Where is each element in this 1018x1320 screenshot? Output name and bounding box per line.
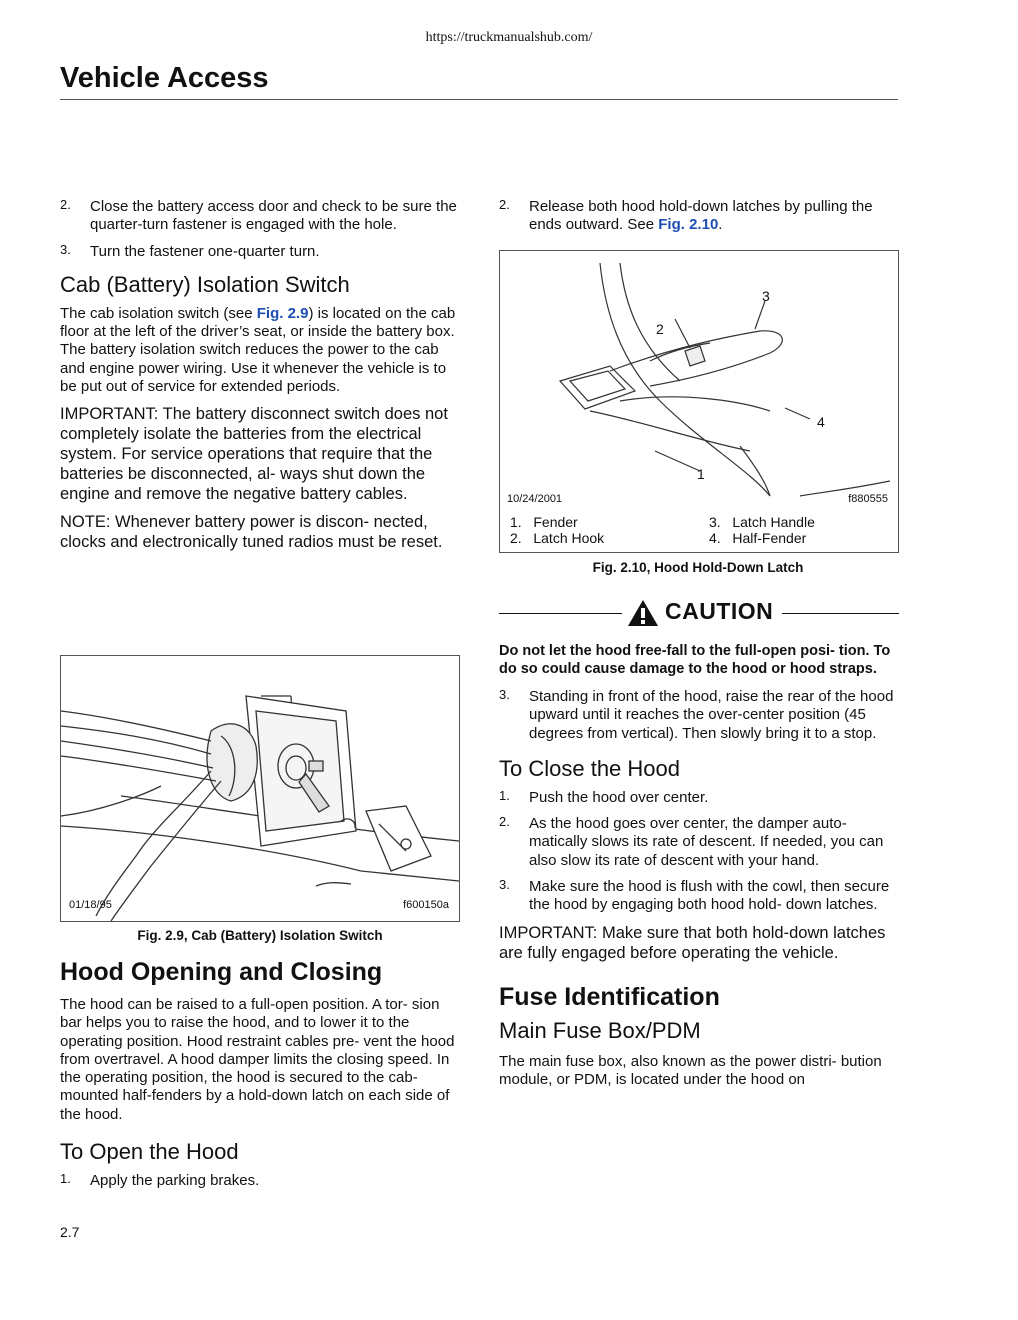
- caution-rule-right: [782, 613, 899, 614]
- figure-date: 10/24/2001: [507, 493, 563, 505]
- callout-2: 2: [656, 321, 664, 337]
- callout-3: 3: [762, 288, 770, 304]
- figure-2-9: [60, 655, 460, 922]
- callout-1: 1: [697, 466, 705, 482]
- legend-item: 3. Latch Handle: [709, 514, 815, 530]
- legend-item: 4. Half-Fender: [709, 530, 807, 546]
- isolation-switch-illustration: [61, 656, 459, 921]
- left-column-top: [60, 198, 460, 552]
- legend-item: 2. Latch Hook: [510, 530, 605, 546]
- caution-label: CAUTION: [665, 598, 774, 624]
- hood-heading: Hood Opening and Closing: [60, 958, 383, 986]
- caution-text: Do not let the hood free-fall to the full-open posi- tion. To do so could cause damage to the hood or hood straps.: [499, 643, 891, 677]
- left-column-bottom: [60, 956, 460, 1198]
- legend-left: [510, 514, 604, 546]
- hood-paragraph: The hood can be raised to a full-open position. A tor- sion bar helps you to raise the hood, and to lower it to the operating position. Hood restraint cables pre- vent the hood from overtravel. A hood damper limits the closing speed. In the operating position, the hood is secured to the cab-mounted half-fenders by a hold-down latch on each side of the hood.: [60, 996, 455, 1123]
- list-item: 2. As the hood goes over center, the damper auto- matically slows its rate of descent. If needed, you can also slow its rate of descent with your hand.: [499, 814, 884, 869]
- source-url: https://truckmanualshub.com/: [425, 30, 593, 45]
- figure-date: 01/18/95: [69, 899, 112, 911]
- figure-2-10-caption: Fig. 2.10, Hood Hold-Down Latch: [592, 560, 804, 575]
- list-item: 3. Make sure the hood is flush with the cowl, then secure the hood by engaging both hood hold- down latches.: [499, 877, 890, 914]
- fuse-heading: Fuse Identification: [499, 982, 720, 1011]
- list-item: 3. Turn the fastener one-quarter turn.: [60, 241, 320, 260]
- list-item: 2. Release both hood hold-down latches by pulling the ends outward. See Fig. 2.10.: [499, 197, 873, 234]
- figure-code: f880555: [848, 493, 888, 505]
- caution-rule-left: [499, 613, 622, 614]
- list-item: 2. Close the battery access door and check to be sure the quarter-turn fastener is engaged with the hole.: [60, 197, 457, 234]
- title-rule: [60, 99, 898, 100]
- right-column-bottom: [499, 642, 899, 1089]
- legend-right: [709, 514, 815, 546]
- important-note: IMPORTANT: The battery disconnect switch does not completely isolate the batteries from the electrical system. For service operations that require that the batteries be disconnected, al- ways shut down the engine and remove the negative battery cables.: [60, 405, 448, 504]
- close-hood-heading: To Close the Hood: [499, 755, 680, 781]
- isolation-paragraph: The cab isolation switch (see Fig. 2.9) is located on the cab floor at the left of the driver’s seat, or inside the battery box. The battery isolation switch reduces the power to the cab and engine power wiring. Use it whenever the vehicle is to be put out of service for extended periods.: [60, 304, 456, 396]
- isolation-heading: Cab (Battery) Isolation Switch: [60, 271, 350, 297]
- legend-item: 1. Fender: [510, 514, 578, 530]
- fig-2-10-link[interactable]: Fig. 2.10: [658, 216, 719, 234]
- warning-triangle-icon: [627, 599, 659, 627]
- figure-2-9-caption: Fig. 2.9, Cab (Battery) Isolation Switch: [137, 928, 383, 943]
- figure-code: f600150a: [403, 899, 449, 911]
- pdm-heading: Main Fuse Box/PDM: [499, 1017, 701, 1043]
- page-number: 2.7: [60, 1224, 80, 1240]
- figure-2-10: [499, 250, 899, 553]
- battery-note: NOTE: Whenever battery power is discon- nected, clocks and electronically tuned radios must be reset.: [60, 513, 443, 552]
- important-latches: IMPORTANT: Make sure that both hold-down latches are fully engaged before operating the vehicle.: [499, 923, 886, 962]
- callout-4: 4: [817, 414, 825, 430]
- pdm-paragraph: The main fuse box, also known as the power distri- bution module, or PDM, is located under the hood on: [499, 1052, 882, 1088]
- open-hood-heading: To Open the Hood: [60, 1139, 239, 1165]
- list-item: 3. Standing in front of the hood, raise the rear of the hood upward until it reaches the over-center position (45 degrees from vertical). Then slowly bring it to a stop.: [499, 687, 894, 742]
- right-column-top: [499, 198, 899, 243]
- list-item: 1. Apply the parking brakes.: [60, 1171, 260, 1190]
- list-item: 1. Push the hood over center.: [499, 787, 709, 806]
- page-title: Vehicle Access: [60, 62, 269, 94]
- fig-2-9-link[interactable]: Fig. 2.9: [256, 304, 309, 322]
